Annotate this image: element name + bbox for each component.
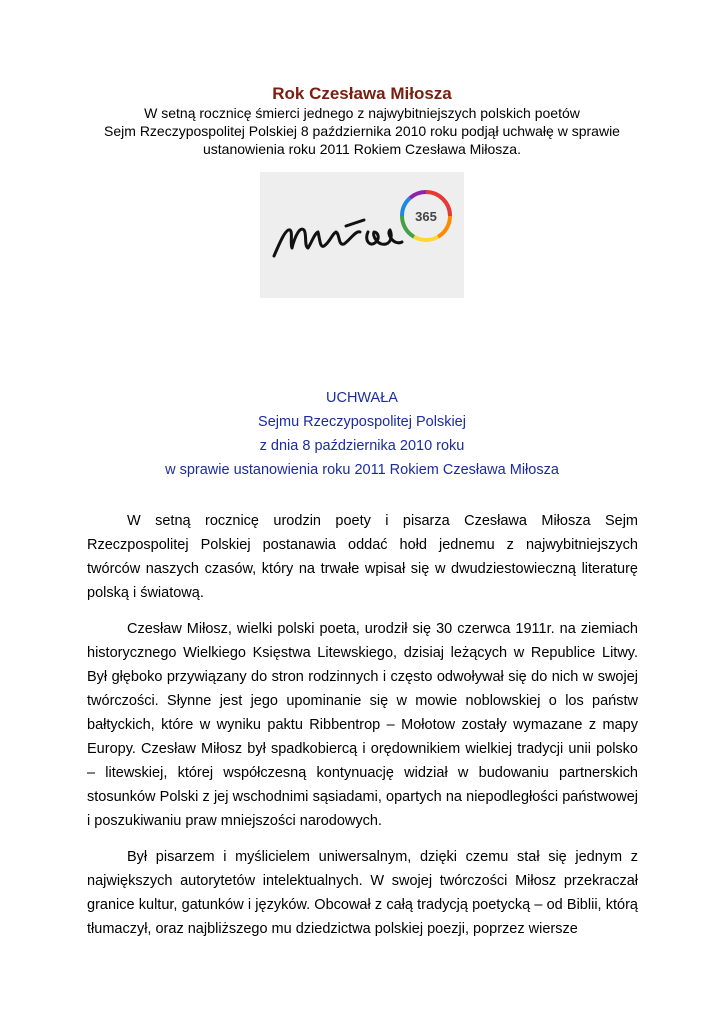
badge-number: 365 [415,209,437,224]
resolution-line: Sejmu Rzeczypospolitej Polskiej [258,414,466,430]
milosz-365-logo [260,172,464,298]
intro-text [60,104,664,158]
resolution-line: z dnia 8 października 2010 roku [259,438,465,454]
paragraph: W setną rocznicę urodzin poety i pisarza Czesława Miłosza Sejm Rzeczpospolitej Polskiej postanawia oddać hołd jednemu z najwybitniejszych twórców naszych czasów, który na trwałe wpisał się w dwudziestowieczną literaturę polską i światową. [87,513,638,601]
resolution-line: w sprawie ustanowienia roku 2011 Rokiem Czesława Miłosza [165,462,559,478]
page-title: Rok Czesława Miłosza [272,84,452,103]
intro-line: Sejm Rzeczypospolitej Polskiej 8 października 2010 roku podjął uchwałę w sprawie [104,123,620,139]
resolution-title: UCHWAŁA [326,390,398,406]
paragraph: Czesław Miłosz, wielki polski poeta, urodził się 30 czerwca 1911r. na ziemiach historycznego Wielkiego Księstwa Litewskiego, dzisiaj leżących w Republice Litwy. Był głęboko przywiązany do stron rodzinnych i często odwoływał się do nich w swojej twórczości. Słynne jest jego upominanie się w mowie noblowskiej o los państw bałtyckich, które w wyniku paktu Ribbentrop – Mołotow zostały wymazane z mapy Europy. Czesław Miłosz był spadkobiercą i orędownikiem wielkiej tradycji unii polsko – litewskiej, której współczesną kontynuację widział w budowaniu partnerskich stosunków Polski z jej wschodnimi sąsiadami, opartych na niepodległości państwowej i poszukiwaniu praw mniejszości narodowych. [87,621,638,829]
paragraph: Był pisarzem i myślicielem uniwersalnym, dzięki czemu stał się jednym z największych autorytetów intelektualnych. W swojej twórczości Miłosz przekraczał granice kultur, gatunków i języków. Obcował z całą tradycją poetycką – od Biblii, którą tłumaczył, oraz najbliższego mu dziedzictwa polskiej poezji, poprzez wiersze [87,849,638,937]
signature-mark [274,220,402,256]
resolution-heading [0,386,724,482]
intro-line: W setną rocznicę śmierci jednego z najwybitniejszych polskich poetów [144,105,580,121]
resolution-body [87,509,638,953]
intro-line: ustanowienia roku 2011 Rokiem Czesława Miłosza. [202,141,521,157]
